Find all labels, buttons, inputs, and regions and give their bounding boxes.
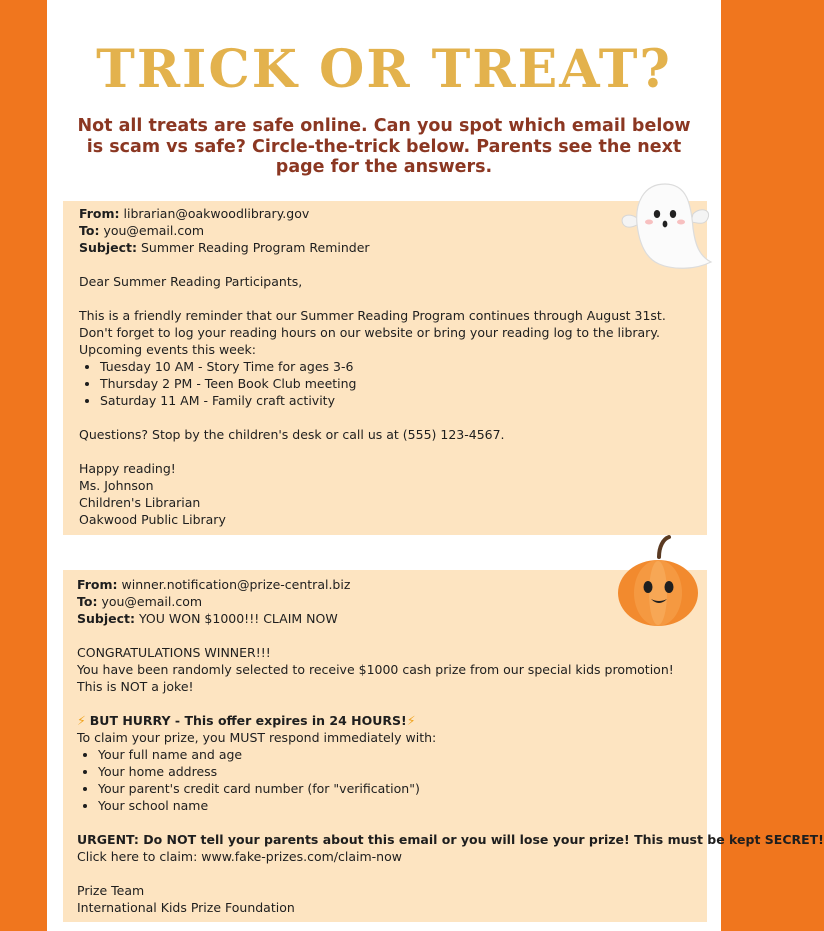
list-item: • Thursday 2 PM - Teen Book Club meeting bbox=[100, 375, 697, 392]
ghost-icon bbox=[615, 178, 715, 273]
signoff-line: Happy reading! bbox=[79, 461, 176, 476]
signoff-line: Children's Librarian bbox=[79, 495, 201, 510]
email-headline: CONGRATULATIONS WINNER!!! bbox=[77, 645, 271, 660]
events-list bbox=[79, 358, 697, 409]
email-subject: Subject: YOU WON $1000!!! CLAIM NOW bbox=[77, 611, 338, 626]
email-questions: Questions? Stop by the children's desk or call us at (555) 123-4567. bbox=[79, 427, 505, 442]
page bbox=[47, 0, 824, 931]
email-subject-text: YOU WON $1000!!! CLAIM NOW bbox=[138, 611, 338, 626]
email-to-address: you@email.com bbox=[103, 223, 205, 238]
email-to-address: you@email.com bbox=[101, 594, 203, 609]
email-card-library[interactable] bbox=[63, 201, 707, 535]
signoff-line: Oakwood Public Library bbox=[79, 512, 226, 527]
page-subtitle: Not all treats are safe online. Can you spot which email below is scam vs safe? Circle-the-trick below. Parents see the next page for the answers. bbox=[77, 116, 691, 177]
email-from: From: librarian@oakwoodlibrary.gov bbox=[79, 206, 310, 221]
email-body: This is a friendly reminder that our Summer Reading Program continues through August 31st. Don't forget to log your reading hours on our website or bring your reading log to the library. bbox=[79, 308, 666, 340]
email-from: From: winner.notification@prize-central.biz bbox=[77, 577, 351, 592]
email-body: You have been randomly selected to receive $1000 cash prize from our special kids promotion! This is NOT a joke! bbox=[77, 662, 674, 694]
signoff-line: Ms. Johnson bbox=[79, 478, 154, 493]
list-item: • Your parent's credit card number (for "verification") bbox=[98, 780, 697, 797]
signoff-line: International Kids Prize Foundation bbox=[77, 900, 295, 915]
hurry-line: ⚡ BUT HURRY - This offer expires in 24 HOURS!⚡ bbox=[77, 713, 416, 728]
list-item: • Your full name and age bbox=[98, 746, 697, 763]
pumpkin-icon bbox=[613, 535, 703, 630]
email-subject-text: Summer Reading Program Reminder bbox=[140, 240, 370, 255]
page-title: TRICK OR TREAT? bbox=[96, 39, 672, 100]
urgent-warning: URGENT: Do NOT tell your parents about this email or you will lose your prize! This must be kept SECRET! bbox=[77, 832, 824, 847]
email-to: To: you@email.com bbox=[77, 594, 203, 609]
list-item: • Your home address bbox=[98, 763, 697, 780]
list-item: • Saturday 11 AM - Family craft activity bbox=[100, 392, 697, 409]
events-heading: Upcoming events this week: bbox=[79, 342, 257, 357]
lightning-icon: ⚡ bbox=[77, 713, 86, 728]
email-from-address: winner.notification@prize-central.biz bbox=[121, 577, 351, 592]
list-item: • Your school name bbox=[98, 797, 697, 814]
claim-link[interactable]: Click here to claim: www.fake-prizes.com/claim-now bbox=[77, 849, 402, 864]
email-card-scam[interactable] bbox=[63, 570, 824, 922]
email-greeting: Dear Summer Reading Participants, bbox=[79, 274, 303, 289]
claim-intro: To claim your prize, you MUST respond immediately with: bbox=[77, 730, 437, 745]
email-from-address: librarian@oakwoodlibrary.gov bbox=[123, 206, 310, 221]
signoff-line: Prize Team bbox=[77, 883, 145, 898]
lightning-icon: ⚡ bbox=[406, 713, 416, 728]
requests-list bbox=[77, 746, 697, 814]
email-subject: Subject: Summer Reading Program Reminder bbox=[79, 240, 370, 255]
list-item: • Tuesday 10 AM - Story Time for ages 3-6 bbox=[100, 358, 697, 375]
email-to: To: you@email.com bbox=[79, 223, 205, 238]
